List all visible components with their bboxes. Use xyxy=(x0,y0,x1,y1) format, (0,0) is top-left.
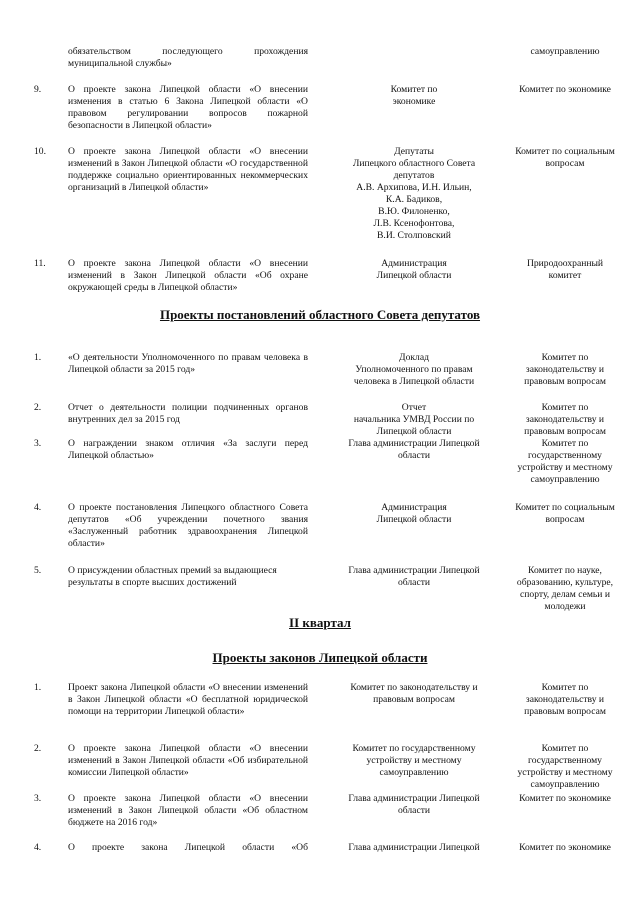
item-number: 9. xyxy=(34,84,42,95)
section-heading-laws: Проекты законов Липецкой области xyxy=(212,650,428,665)
item-number: 3. xyxy=(34,438,42,449)
item-number: 2. xyxy=(34,402,42,413)
item-committee: Комитет по законодательству и правовым вопросам xyxy=(524,402,606,437)
item-responsible: Глава администрации Липецкой области xyxy=(348,565,480,588)
item-responsible: Отчет начальника УМВД России по Липецкой области xyxy=(353,402,475,437)
item-responsible: Администрация Липецкой области xyxy=(376,502,452,525)
item-title: О награждении знаком отличия «За заслуги перед Липецкой областью» xyxy=(68,438,308,461)
item-responsible: Депутаты Липецкого областного Совета депутатов А.В. Архипова, И.Н. Ильин, К.А. Бадиков, В.Ю. Филоненко, Л.В. Ксенофонтова, В.И. Столповский xyxy=(352,146,476,241)
item-number: 4. xyxy=(34,842,42,853)
item-number: 4. xyxy=(34,502,42,513)
item-title: О проекте закона Липецкой области «О внесении изменений в Закон Липецкой области «Об областном бюджете на 2016 год» xyxy=(68,793,308,828)
item-committee: Комитет по государственному устройству и местному самоуправлению xyxy=(517,438,613,485)
item-title: Отчет о деятельности полиции подчиненных органов внутренних дел за 2015 год xyxy=(68,402,308,425)
item-responsible: Администрация Липецкой области xyxy=(376,258,452,281)
item-number: 5. xyxy=(34,565,42,576)
item-responsible: Доклад Уполномоченного по правам человека в Липецкой области xyxy=(353,352,475,387)
item-title: «О деятельности Уполномоченного по правам человека в Липецкой области за 2015 год» xyxy=(68,352,308,375)
item-title: О присуждении областных премий за выдающиеся результаты в спорте высших достижений xyxy=(68,565,277,588)
section-heading-resolutions: Проекты постановлений областного Совета депутатов xyxy=(159,307,481,322)
item-committee: самоуправлению xyxy=(530,46,600,57)
item-title: О проекте закона Липецкой области «Об xyxy=(68,842,308,853)
item-committee: Комитет по государственному устройству и местному самоуправлению xyxy=(517,743,613,790)
item-committee: Комитет по экономике xyxy=(519,84,611,95)
item-number: 11. xyxy=(34,258,46,269)
item-committee: Комитет по социальным вопросам xyxy=(515,502,615,525)
item-committee: Комитет по экономике xyxy=(519,842,611,853)
item-responsible: Комитет по государственному устройству и местному самоуправлению xyxy=(352,743,476,778)
item-number: 1. xyxy=(34,352,42,363)
section-heading-quarter: II квартал xyxy=(289,615,351,630)
item-committee: Комитет по законодательству и правовым вопросам xyxy=(524,682,606,717)
item-title: обязательством последующего прохождения муниципальной службы» xyxy=(68,46,308,69)
item-title: Проект закона Липецкой области «О внесении изменений в Закон Липецкой области «О бесплатной юридической помощи на территории Липецкой области» xyxy=(68,682,308,717)
item-committee: Комитет по законодательству и правовым вопросам xyxy=(524,352,606,387)
item-title: О проекте постановления Липецкого областного Совета депутатов «Об учреждении почетного звания «Заслуженный работник здравоохранения Липецкой области» xyxy=(68,502,308,549)
item-committee: Комитет по науке, образованию, культуре, спорту, делам семьи и молодежи xyxy=(516,565,614,612)
item-committee: Комитет по экономике xyxy=(519,793,611,804)
item-number: 10. xyxy=(34,146,46,157)
item-responsible: Комитет по экономике xyxy=(390,84,438,107)
item-title: О проекте закона Липецкой области «О внесении изменения в статью 6 Закона Липецкой области «О правовом регулировании вопросов пожарной безопасности в Липецкой области» xyxy=(68,84,308,131)
item-responsible: Комитет по законодательству и правовым вопросам xyxy=(350,682,478,705)
item-responsible: Глава администрации Липецкой области xyxy=(348,438,480,461)
item-number: 3. xyxy=(34,793,42,804)
item-title: О проекте закона Липецкой области «О внесении изменений в Закон Липецкой области «Об охране окружающей среды в Липецкой области» xyxy=(68,258,308,293)
item-number: 2. xyxy=(34,743,42,754)
item-responsible: Глава администрации Липецкой области xyxy=(348,793,480,816)
item-title: О проекте закона Липецкой области «О внесении изменений в Закон Липецкой области «Об избирательной комиссии Липецкой области» xyxy=(68,743,308,778)
item-title: О проекте закона Липецкой области «О внесении изменений в Закон Липецкой области «О государственной поддержке социально ориентированных некоммерческих организаций в Липецкой области» xyxy=(68,146,308,193)
item-number: 1. xyxy=(34,682,42,693)
item-responsible: Глава администрации Липецкой xyxy=(348,842,480,853)
item-committee: Природоохранный комитет xyxy=(526,258,604,281)
item-committee: Комитет по социальным вопросам xyxy=(515,146,615,169)
